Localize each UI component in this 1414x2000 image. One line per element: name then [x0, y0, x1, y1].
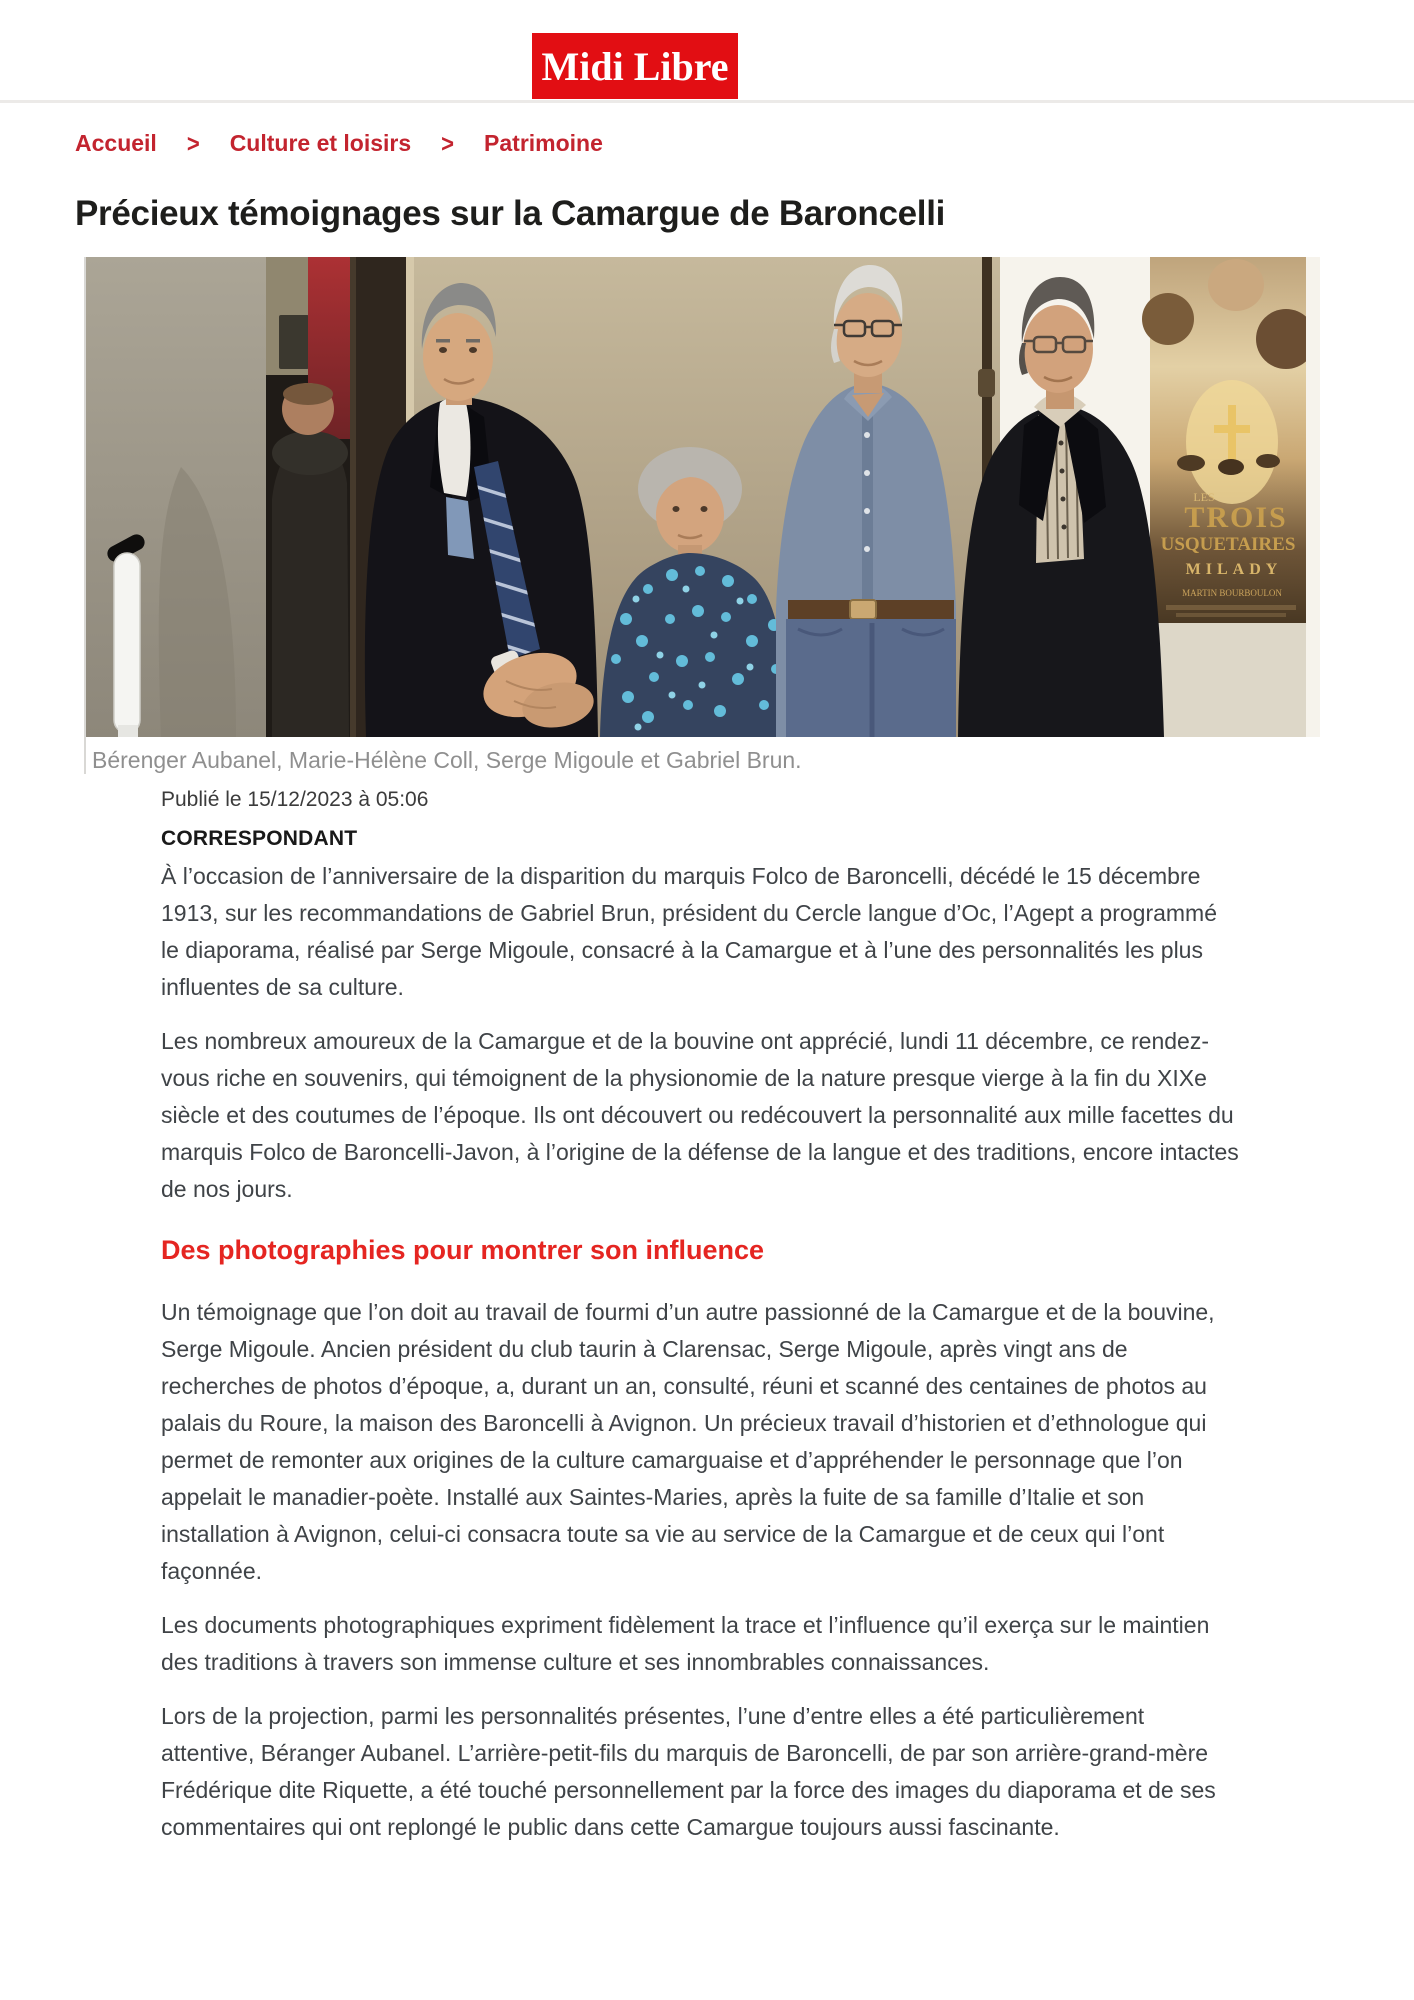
- midi-libre-logo[interactable]: Midi Libre: [532, 33, 738, 99]
- poster-text-director: MARTIN BOURBOULON: [1182, 588, 1282, 598]
- breadcrumb-chevron-icon: >: [441, 128, 455, 158]
- article-photo: [86, 257, 1320, 737]
- poster-text-milady: MILADY: [1185, 561, 1283, 578]
- paragraph-4: Les documents photographiques expriment fidèlement la trace et l’influence qu’il exerça sur le maintien des traditions à travers son immense culture et ses innombrables connaissances.: [161, 1612, 1210, 1675]
- paragraph-2: Les nombreux amoureux de la Camargue et de la bouvine ont apprécié, lundi 11 décembre, ce rendez-vous riche en souvenirs, qui témoignent de la physionomie de la nature presque vierge à la fin du XIXe siècle et des coutumes de l’époque. Ils ont découvert ou redécouvert la personnalité aux mille facettes du marquis Folco de Baroncelli-Javon, à l’origine de la défense de la langue et des traditions, encore intactes de nos jours.: [161, 1028, 1239, 1202]
- breadcrumb-link-accueil[interactable]: Accueil: [75, 130, 157, 156]
- poster-text-mousquetaires: USQUETAIRES: [1160, 534, 1296, 555]
- breadcrumb-link-culture-et-loisirs[interactable]: Culture et loisirs: [229, 130, 412, 156]
- article-body: [161, 858, 1241, 1863]
- photo-caption: Bérenger Aubanel, Marie-Hélène Coll, Serge Migoule et Gabriel Brun.: [92, 747, 802, 773]
- header-divider: [0, 100, 1414, 103]
- movie-poster: [1142, 257, 1320, 737]
- photo-left-door: [86, 257, 266, 737]
- paragraph-5: Lors de la projection, parmi les personnalités présentes, l’une d’entre elles a été particulièrement attentive, Béranger Aubanel. L’arrière-petit-fils du marquis de Baroncelli, de par son arrière-grand-mère Frédérique dite Riquette, a été touché personnellement par la force des images du diaporama et de ses commentaires qui ont replongé le public dans cette Camargue toujours aussi fascinante.: [161, 1703, 1216, 1840]
- paragraph-1: À l’occasion de l’anniversaire de la disparition du marquis Folco de Baroncelli, décédé le 15 décembre 1913, sur les recommandations de Gabriel Brun, président du Cercle langue d’Oc, l’Agept a programmé le diaporama, réalisé par Serge Migoule, consacré à la Camargue et à l’une des personnalités les plus influentes de sa culture.: [161, 863, 1218, 1000]
- photo-illustration: [86, 257, 1320, 737]
- article-meta: [161, 788, 428, 851]
- article-photo-figure: [84, 257, 1320, 774]
- section-subheading: Des photographies pour montrer son influence: [161, 1235, 765, 1265]
- breadcrumb-link-patrimoine[interactable]: Patrimoine: [484, 130, 603, 156]
- poster-text-trois: TROIS: [1184, 501, 1288, 534]
- paragraph-3: Un témoignage que l’on doit au travail de fourmi d’un autre passionné de la Camargue et de la bouvine, Serge Migoule. Ancien président du club taurin à Clarensac, Serge Migoule, après vingt ans de recherches de photos d’époque, a, durant un an, consulté, réuni et scanné des centaines de photos au palais du Roure, la maison des Baroncelli à Avignon. Un précieux travail d’historien et d’ethnologue qui permet de remonter aux origines de la culture camarguaise et d’appréhender le personnage que l’on appelait le manadier-poète. Installé aux Saintes-Maries, après la fuite de sa famille d’Italie et son installation à Avignon, celui-ci consacra toute sa vie au service de la Camargue et de ceux qui l’ont façonnée.: [161, 1299, 1215, 1584]
- breadcrumb-chevron-icon: >: [186, 128, 200, 158]
- author-label: CORRESPONDANT: [161, 827, 358, 850]
- breadcrumb: [75, 130, 603, 157]
- publish-date: Publié le 15/12/2023 à 05:06: [161, 788, 429, 811]
- article-title: Précieux témoignages sur la Camargue de Baroncelli: [75, 194, 946, 233]
- poster-text-les: LES: [1193, 490, 1215, 504]
